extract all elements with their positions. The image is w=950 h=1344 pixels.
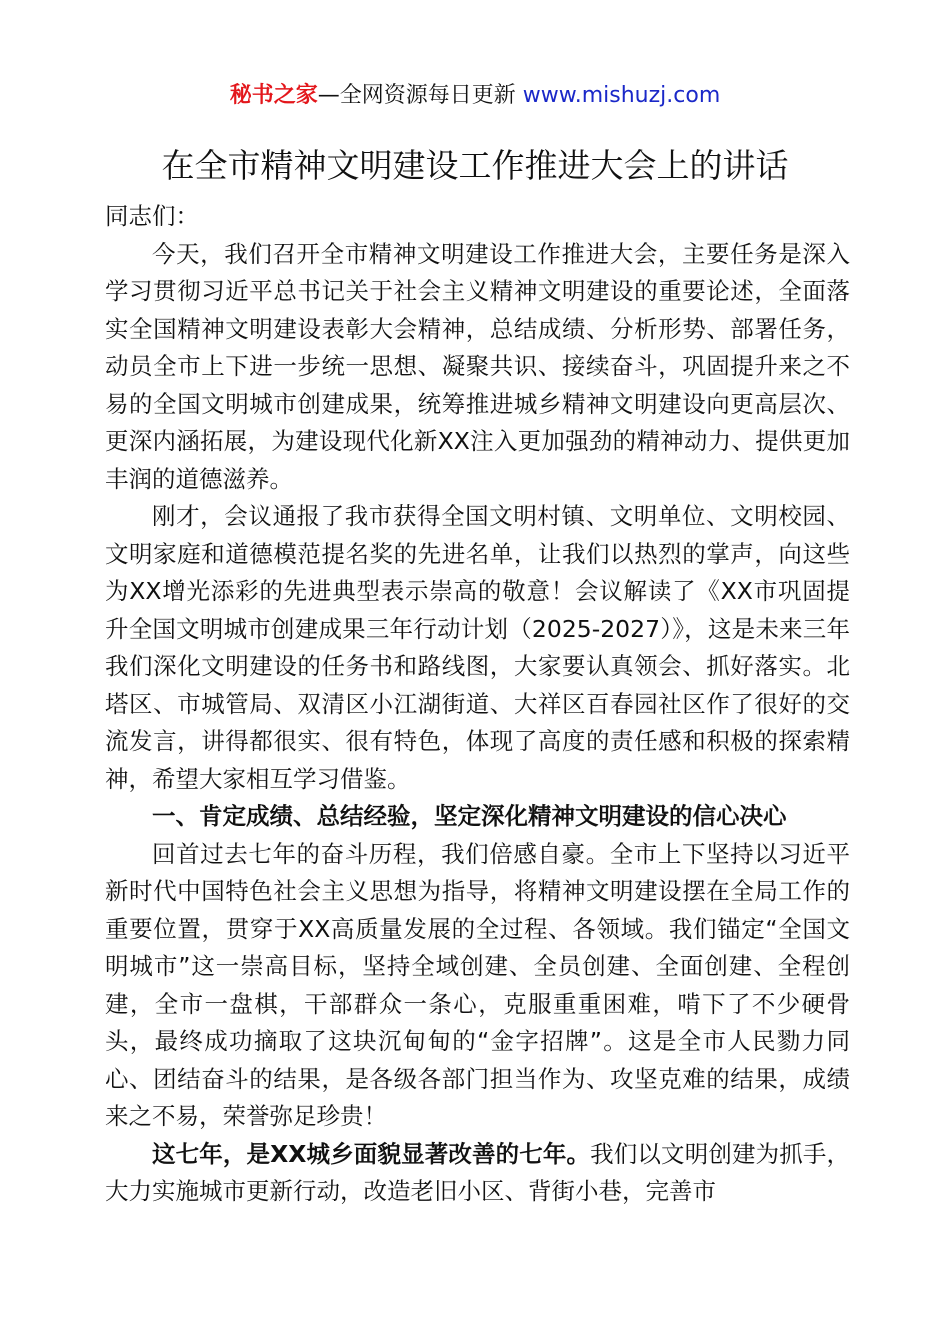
site-tagline: —全网资源每日更新 xyxy=(317,83,523,108)
site-brand: 秘书之家 xyxy=(229,83,318,108)
document-title: 在全市精神文明建设工作推进大会上的讲话 xyxy=(161,146,789,185)
paragraph-opening: 今天，我们召开全市精神文明建设工作推进大会，主要任务是深入学习贯彻习近平总书记关于社会主义精神文明建设的重要论述，全面落实全国精神文明建设表彰大会精神，总结成绩、分析形势、部署任务，动员全市上下进一步统一思想、凝聚共识、接续奋斗，巩固提升来之不易的全国文明城市创建成果，统筹推进城乡精神文明建设向更高层次、更深内涵拓展，为建设现代化新XX注入更加强劲的精神动力、提供更加丰润的道德滋养。 xyxy=(105,239,850,493)
paragraph-meeting-review: 刚才，会议通报了我市获得全国文明村镇、文明单位、文明校园、文明家庭和道德模范提名奖的先进名单，让我们以热烈的掌声，向这些为XX增光添彩的先进典型表示崇高的敬意！会议解读了《XX市巩固提升全国文明城市创建成果三年行动计划（2025-2027）》，这是未来三年我们深化文明建设的任务书和路线图，大家要认真领会、抓好落实。北塔区、市城管局、双清区小江湖街道、大祥区百春园社区作了很好的交流发言，讲得都很实、很有特色，体现了高度的责任感和积极的探索精神，希望大家相互学习借鉴。 xyxy=(105,502,850,793)
site-url-link[interactable]: www.mishuzj.com xyxy=(522,83,721,108)
paragraph-rest: 我们以文明创建为抓手，大力实施城市更新行动，改造老旧小区、背街小巷，完善市 xyxy=(105,1139,850,1205)
document-body xyxy=(105,198,850,1211)
section-heading-1: 一、肯定成绩、总结经验，坚定深化精神文明建设的信心决心 xyxy=(152,802,787,830)
paragraph-seven-years xyxy=(105,1136,850,1211)
paragraph-achievements: 回首过去七年的奋斗历程，我们倍感自豪。全市上下坚持以习近平新时代中国特色社会主义思想为指导，将精神文明建设摆在全局工作的重要位置，贯穿于XX高质量发展的全过程、各领域。我们锚定“全国文明城市”这一崇高目标，坚持全域创建、全员创建、全面创建、全程创建，全市一盘棋，干部群众一条心，克服重重困难，啃下了不少硬骨头，最终成功摘取了这块沉甸甸的“金字招牌”。这是全市人民勠力同心、团结奋斗的结果，是各级各部门担当作为、攻坚克难的结果，成绩来之不易，荣誉弥足珍贵！ xyxy=(105,839,850,1130)
salutation: 同志们： xyxy=(105,202,199,230)
site-header xyxy=(0,80,950,112)
paragraph-lead-bold: 这七年，是XX城乡面貌显著改善的七年。 xyxy=(152,1139,591,1168)
